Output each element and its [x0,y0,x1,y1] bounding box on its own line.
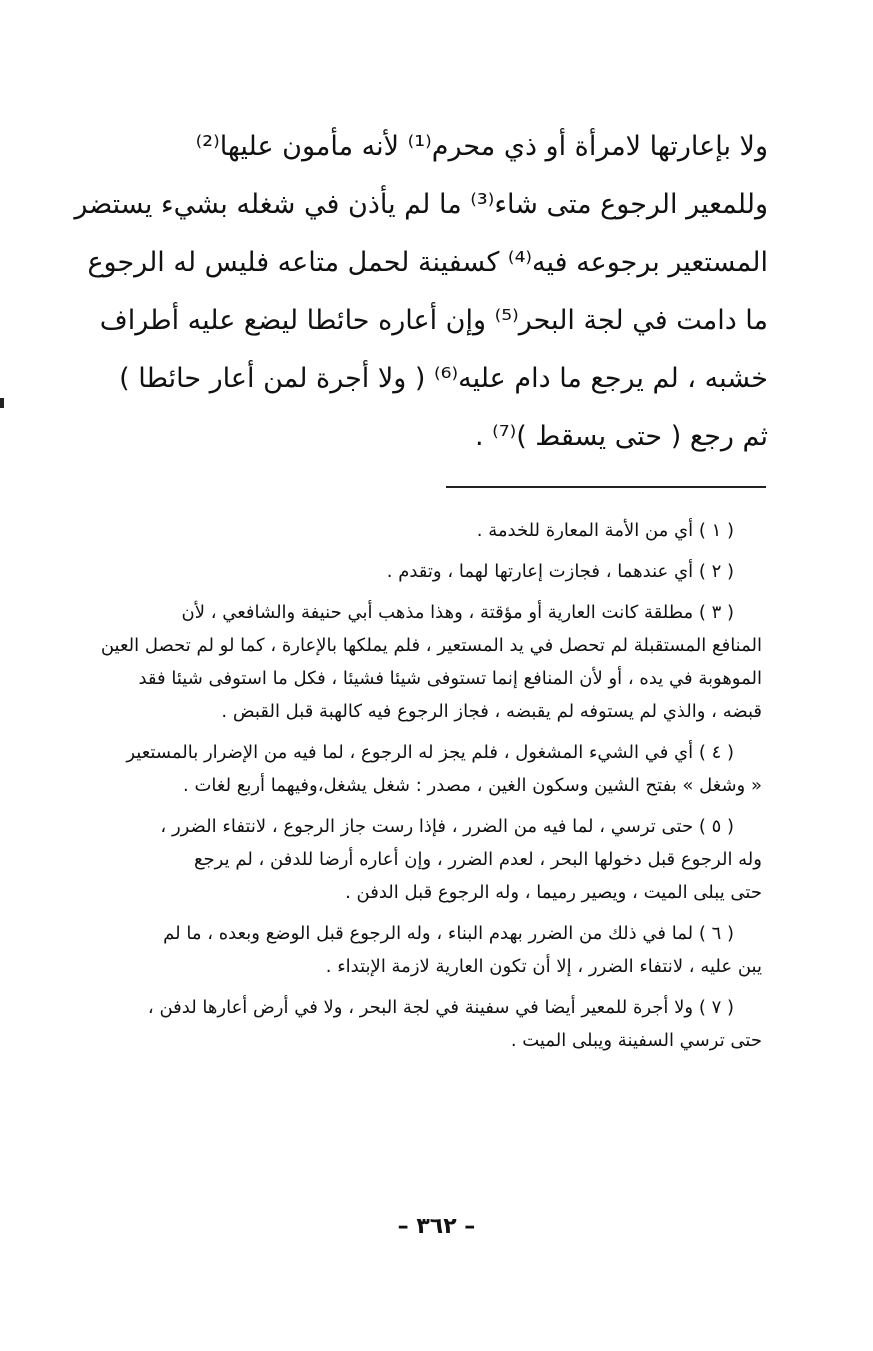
footnote-3 [30,596,762,728]
footnote-6 [30,917,762,983]
footnote-5 [30,810,762,909]
page-number: – ٣٦٢ – [397,1214,476,1239]
margin-mark [0,398,4,408]
footnote-line: ( ٤ ) أي في الشيء المشغول ، فلم يجز له الرجوع ، لما فيه من الإضرار بالمستعير [126,742,734,763]
footnote-separator [446,486,766,488]
footnote-line: يبن عليه ، لانتفاء الضرر ، إلا أن تكون العارية لازمة الإبتداء . [325,956,762,977]
footnote-line: ( ٦ ) لما في ذلك من الضرر بهدم البناء ، وله الرجوع قبل الوضع وبعده ، ما لم [163,923,734,944]
footnote-7 [30,991,762,1057]
footnote-line: ( ١ ) أي من الأمة المعارة للخدمة . [476,520,734,541]
footnote-1 [30,514,762,547]
footnote-line: ( ٥ ) حتى ترسي ، لما فيه من الضرر ، فإذا رست جاز الرجوع ، لانتفاء الضرر ، [160,816,734,837]
footnote-line: ( ٧ ) ولا أجرة للمعير أيضا في سفينة في لجة البحر ، ولا في أرض أعارها لدفن ، [147,997,734,1018]
footnote-line: حتى ترسي السفينة ويبلى الميت . [510,1030,762,1051]
footnote-line: الموهوبة في يده ، أو لأن المنافع إنما تستوفى شيئا فشيئا ، فكل ما استوفى شيئا فقد [138,668,762,689]
footnote-line: ( ٣ ) مطلقة كانت العارية أو مؤقتة ، وهذا مذهب أبي حنيفة والشافعي ، لأن [181,602,734,623]
footnote-2 [30,555,762,588]
main-text-line: ولا بإعارتها لامرأة أو ذي محرم⁽¹⁾ لأنه مأمون عليها⁽²⁾ [195,131,768,162]
footnote-line: حتى يبلى الميت ، ويصير رميما ، وله الرجوع قبل الدفن . [345,882,762,903]
main-text-line: ثم رجع ( حتى يسقط )⁽⁷⁾ . [474,421,768,452]
main-text-block [36,118,768,466]
footnotes-block [30,514,762,1065]
footnote-line: « وشغل » بفتح الشين وسكون الغين ، مصدر : شغل يشغل،وفيهما أربع لغات . [183,775,762,796]
main-text-line: المستعير برجوعه فيه⁽⁴⁾ كسفينة لحمل متاعه فليس له الرجوع [87,247,768,278]
footnote-line: المنافع المستقبلة لم تحصل في يد المستعير ، فلم يملكها بالإعارة ، كما لو لم تحصل العين [100,635,762,656]
main-text-line: ما دامت في لجة البحر⁽⁵⁾ وإن أعاره حائطا ليضع عليه أطراف [99,305,768,336]
footnote-line: قبضه ، والذي لم يستوفه لم يقبضه ، فجاز الرجوع فيه كالهبة قبل القبض . [221,701,762,722]
main-text-line: خشبه ، لم يرجع ما دام عليه⁽⁶⁾ ( ولا أجرة لمن أعار حائطا ) [119,363,768,394]
footnote-line: ( ٢ ) أي عندهما ، فجازت إعارتها لهما ، وتقدم . [386,561,734,582]
footnote-line: وله الرجوع قبل دخولها البحر ، لعدم الضرر ، وإن أعاره أرضا للدفن ، لم يرجع [193,849,762,870]
footnote-4 [30,736,762,802]
main-text-line: وللمعير الرجوع متى شاء⁽³⁾ ما لم يأذن في شغله بشيء يستضر [74,189,768,220]
